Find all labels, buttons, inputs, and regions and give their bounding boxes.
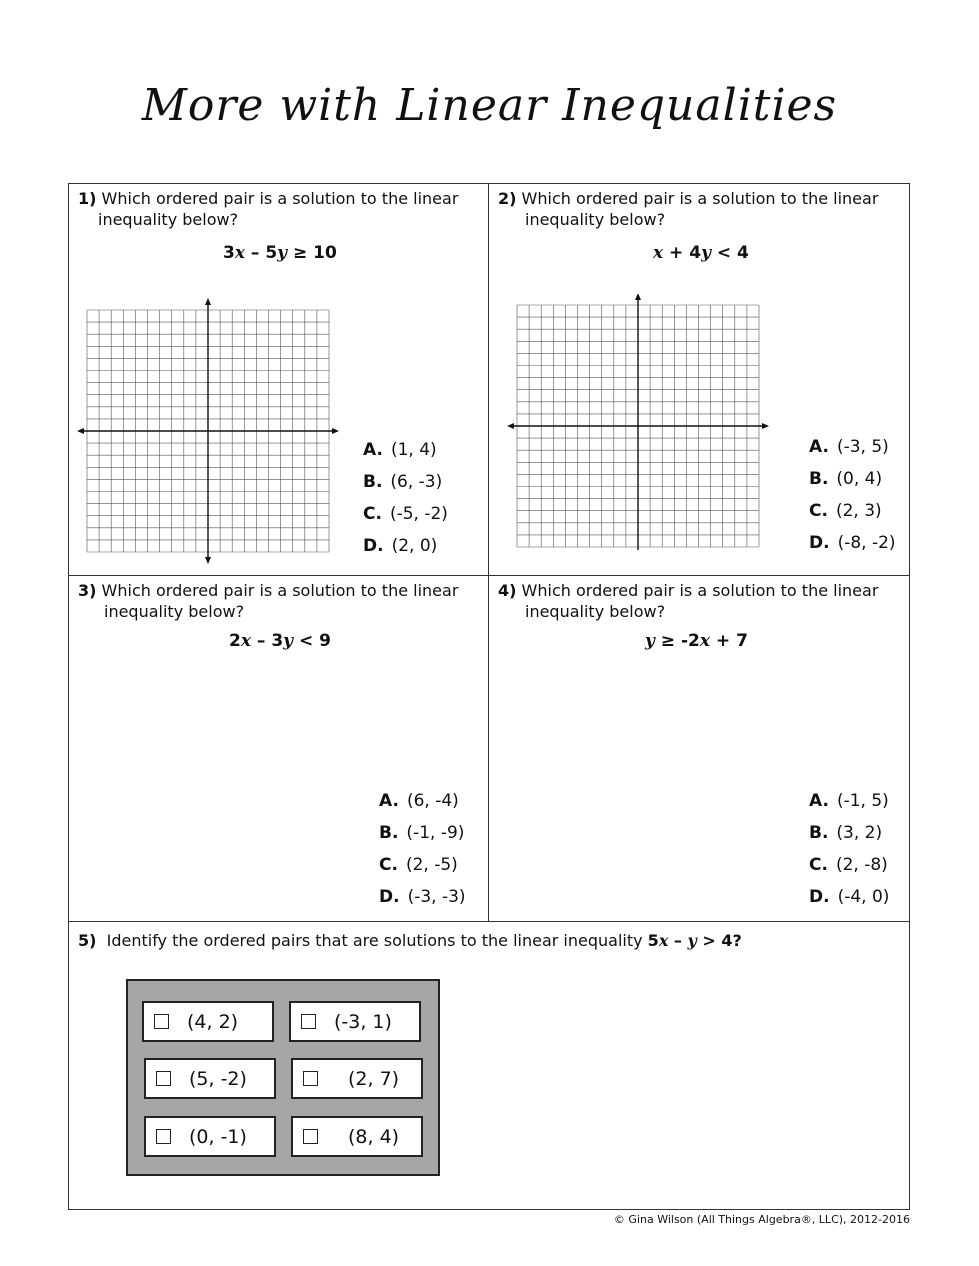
option-1c[interactable]: C. (-5, -2) bbox=[363, 504, 448, 524]
option-3a[interactable]: A. (6, -4) bbox=[379, 791, 459, 811]
coordinate-grid-2 bbox=[506, 294, 772, 550]
divider-horizontal-1 bbox=[68, 575, 910, 576]
inequality-4: y ≥ -2x + 7 bbox=[645, 631, 748, 651]
checkbox-icon[interactable] bbox=[156, 1129, 171, 1144]
page-title: More with Linear Inequalities bbox=[141, 80, 838, 131]
option-4b[interactable]: B. (3, 2) bbox=[809, 823, 883, 843]
checkbox-icon[interactable] bbox=[154, 1014, 169, 1029]
option-4d[interactable]: D. (-4, 0) bbox=[809, 887, 890, 907]
question-2: 2) Which ordered pair is a solution to the linear inequality below? bbox=[498, 189, 879, 229]
option-2a[interactable]: A. (-3, 5) bbox=[809, 437, 889, 457]
inequality-1: 3x – 5y ≥ 10 bbox=[223, 243, 337, 263]
pair-option-1[interactable]: (4, 2) bbox=[142, 1001, 274, 1042]
option-3c[interactable]: C. (2, -5) bbox=[379, 855, 458, 875]
option-3b[interactable]: B. (-1, -9) bbox=[379, 823, 465, 843]
option-1a[interactable]: A. (1, 4) bbox=[363, 440, 437, 460]
option-2d[interactable]: D. (-8, -2) bbox=[809, 533, 896, 553]
pair-option-2[interactable]: (-3, 1) bbox=[289, 1001, 421, 1042]
option-1d[interactable]: D. (2, 0) bbox=[363, 536, 438, 556]
option-4a[interactable]: A. (-1, 5) bbox=[809, 791, 889, 811]
pair-option-3[interactable]: (5, -2) bbox=[144, 1058, 276, 1099]
copyright: © Gina Wilson (All Things Algebra®, LLC), 2012-2016 bbox=[613, 1213, 910, 1226]
checkbox-icon[interactable] bbox=[303, 1129, 318, 1144]
option-4c[interactable]: C. (2, -8) bbox=[809, 855, 888, 875]
option-2c[interactable]: C. (2, 3) bbox=[809, 501, 882, 521]
pair-option-4[interactable]: (2, 7) bbox=[291, 1058, 423, 1099]
coordinate-grid-1 bbox=[75, 298, 341, 566]
inequality-2: x + 4y < 4 bbox=[653, 243, 749, 263]
checkbox-icon[interactable] bbox=[156, 1071, 171, 1086]
question-3: 3) Which ordered pair is a solution to the linear inequality below? bbox=[78, 581, 459, 621]
question-1: 1) Which ordered pair is a solution to the linear inequality below? bbox=[78, 189, 459, 229]
option-3d[interactable]: D. (-3, -3) bbox=[379, 887, 466, 907]
checkbox-icon[interactable] bbox=[301, 1014, 316, 1029]
question-5: 5) Identify the ordered pairs that are solutions to the linear inequality 5x – y > 4? bbox=[78, 931, 742, 950]
inequality-3: 2x – 3y < 9 bbox=[229, 631, 331, 651]
option-2b[interactable]: B. (0, 4) bbox=[809, 469, 883, 489]
pair-option-6[interactable]: (8, 4) bbox=[291, 1116, 423, 1157]
divider-vertical bbox=[488, 183, 489, 922]
divider-horizontal-2 bbox=[68, 921, 910, 922]
question-4: 4) Which ordered pair is a solution to the linear inequality below? bbox=[498, 581, 879, 621]
option-1b[interactable]: B. (6, -3) bbox=[363, 472, 443, 492]
checkbox-icon[interactable] bbox=[303, 1071, 318, 1086]
pair-option-5[interactable]: (0, -1) bbox=[144, 1116, 276, 1157]
